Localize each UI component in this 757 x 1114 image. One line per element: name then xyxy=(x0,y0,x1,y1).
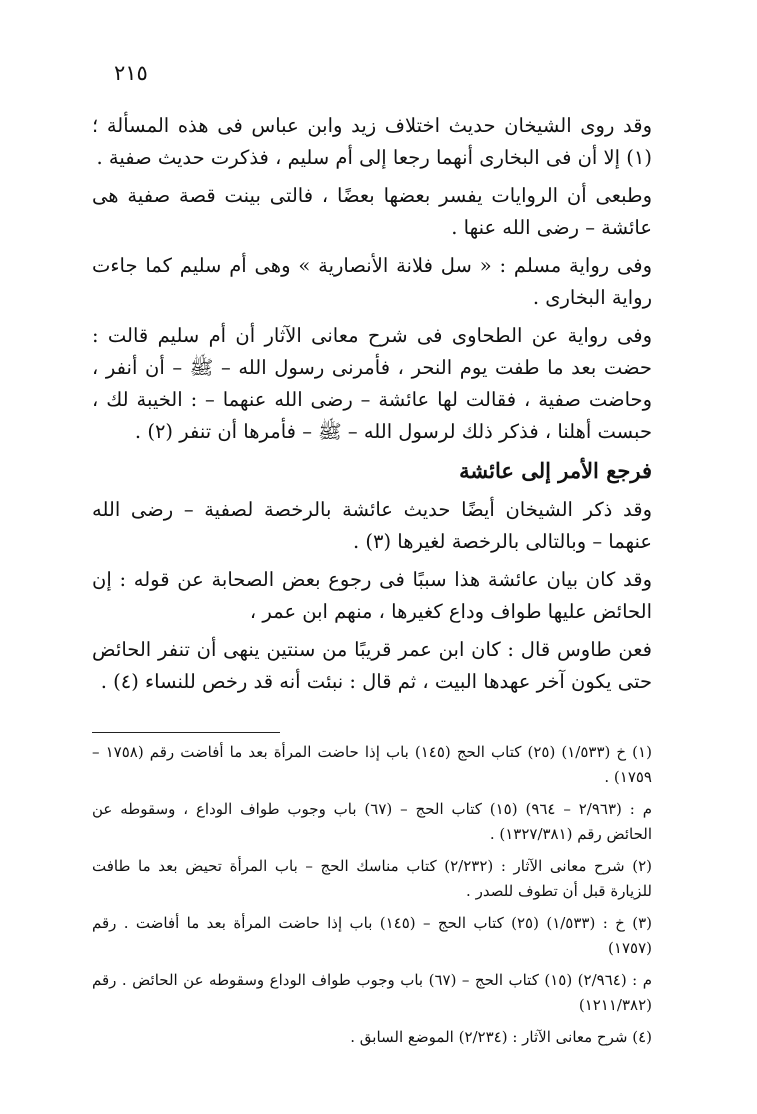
paragraph: وقد ذكر الشيخان أيضًا حديث عائشة بالرخصة لصفية – رضى الله عنهما – وبالتالى بالرخصة لغيرها (٣) . xyxy=(92,498,652,553)
footnote: م : (٢/٩٦٣ – ٩٦٤) (١٥) كتاب الحج – (٦٧) باب وجوب طواف الوداع ، وسقوطه عن الحائض رقم (١٣٢٧/٣٨١) . xyxy=(92,800,652,843)
footnote: (٢) شرح معانى الآثار : (٢/٢٣٢) كتاب مناسك الحج – باب المرأة تحيض بعد ما طافت للزيارة قبل أن تطوف للصدر . xyxy=(92,857,652,900)
paragraph: وفى رواية مسلم : « سل فلانة الأنصارية » وهى أم سليم كما جاءت رواية البخارى . xyxy=(92,254,652,309)
footnote: (٤) شرح معانى الآثار : (٢/٢٣٤) الموضع السابق . xyxy=(350,1028,652,1046)
footnote: (١) خ (١/٥٣٣) (٢٥) كتاب الحج (١٤٥) باب إذا حاضت المرأة بعد ما أفاضت رقم (١٧٥٨ – ١٧٥٩) . xyxy=(92,743,652,786)
body-text xyxy=(92,110,652,704)
paragraph: وفى رواية عن الطحاوى فى شرح معانى الآثار أن أم سليم قالت : حضت بعد ما طفت يوم النحر ، فأمرنى رسول الله – ﷺ – أن أنفر ، وحاضت صفية ، فقالت لها عائشة – رضى الله عنهما – : الخيبة لك ، حبست أهلنا ، فذكر ذلك لرسول الله – ﷺ – فأمرها أن تنفر (٢) . xyxy=(92,324,652,443)
footnote: (٣) خ : (١/٥٣٣) (٢٥) كتاب الحج – (١٤٥) باب إذا حاضت المرأة بعد ما أفاضت . رقم (١٧٥٧) xyxy=(92,914,652,957)
paragraph: وقد روى الشيخان حديث اختلاف زيد وابن عباس فى هذه المسألة ؛ (١) إلا أن فى البخارى أنهما رجعا إلى أم سليم ، فذكرت حديث صفية . xyxy=(92,114,652,169)
page-number: ٢١٥ xyxy=(114,61,148,85)
footnotes xyxy=(92,740,652,1057)
footnote: م : (٢/٩٦٤) (١٥) كتاب الحج – (٦٧) باب وجوب طواف الوداع وسقوطه عن الحائض . رقم (١٢١١/٣٨٢) xyxy=(92,971,652,1014)
footnote-separator xyxy=(92,732,280,733)
section-heading: فرجع الأمر إلى عائشة xyxy=(459,458,652,483)
paragraph: وطبعى أن الروايات يفسر بعضها بعضًا ، فالتى بينت قصة صفية هى عائشة – رضى الله عنها . xyxy=(92,184,652,239)
paragraph: وقد كان بيان عائشة هذا سببًا فى رجوع بعض الصحابة عن قوله : إن الحائض عليها طواف وداع كغيرها ، منهم ابن عمر ، xyxy=(92,568,652,623)
paragraph: فعن طاوس قال : كان ابن عمر قريبًا من سنتين ينهى أن تنفر الحائض حتى يكون آخر عهدها البيت ، ثم قال : نبئت أنه قد رخص للنساء (٤) . xyxy=(92,638,652,693)
